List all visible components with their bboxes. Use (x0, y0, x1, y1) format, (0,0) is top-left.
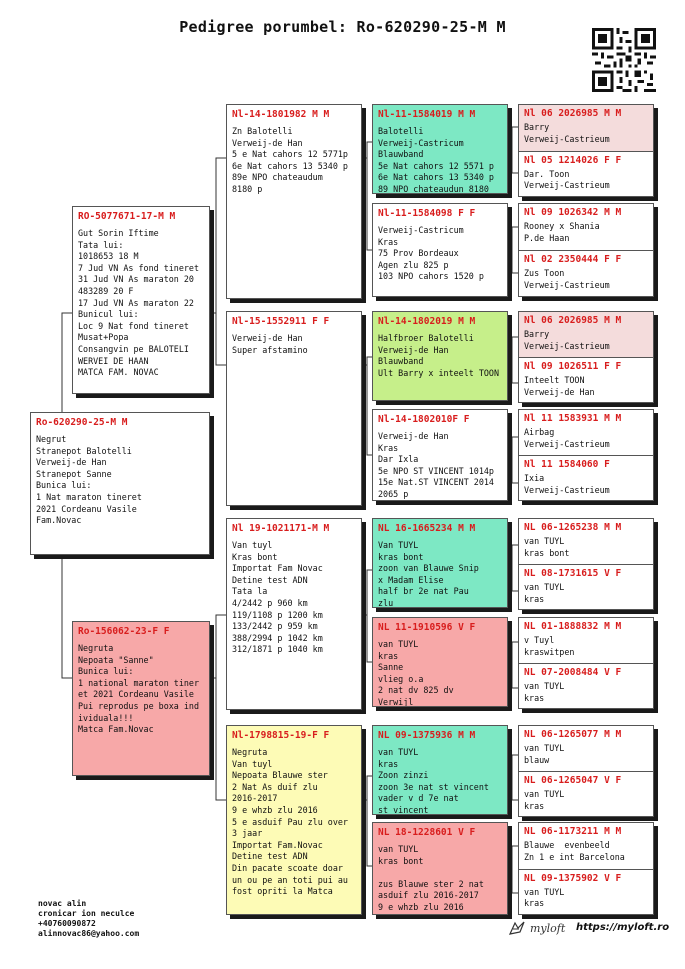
gen5-entry (519, 204, 653, 250)
gen5-pair-7 (518, 725, 654, 817)
owner-email: alinnovac86@yahoo.com (38, 929, 140, 938)
gen4-text: Verweij-de Han Kras Dar Ixla 5e NPO ST VINCENT 1014p 15e Nat.ST VINCENT 2014 2065 p (378, 431, 494, 499)
qr-code-icon (592, 28, 656, 92)
gen4-text: van TUYL kras Zoon zinzi zoon 3e nat st vincent vader v d 7e nat st vincent (378, 747, 489, 815)
owner-address: cronicar ion neculce (38, 909, 135, 918)
gen5-ring: NL 06-1265238 M M (524, 522, 622, 533)
gen5-text: Barry Verweij-Castrieum (524, 122, 610, 144)
gen5-entry (519, 105, 653, 151)
gen5-entry (519, 519, 653, 564)
subject-card (30, 412, 210, 555)
gen4-ring: NL 11-1910596 V F (378, 622, 476, 633)
myloft-logo (508, 920, 565, 936)
gen4-text: Verweij-Castricum Kras 75 Prov Bordeaux Agen zlu 825 p 103 NPO cahors 1520 p (378, 225, 484, 282)
page-title: Pedigree porumbel: Ro-620290-25-M M (179, 18, 506, 36)
gen5-pair-5 (518, 518, 654, 610)
gen5-pair-6 (518, 617, 654, 709)
gen5-text: van TUYL kras (524, 681, 565, 703)
gen4-card-4 (372, 409, 508, 501)
gen4-card-1 (372, 104, 508, 194)
gen5-pair-3 (518, 311, 654, 403)
gen3-text: Van tuyl Kras bont Importat Fam Novac Detine test ADN Tata la 4/2442 p 960 km 119/1108 p 1200 km 133/2442 p 959 km 388/2994 p 1042 km 312/1871 p 1040 km (232, 540, 323, 655)
gen5-ring: Nl 11 1584060 F (524, 459, 610, 470)
gen5-pair-1 (518, 104, 654, 197)
gen4-ring: NL 18-1228601 V F (378, 827, 476, 838)
gen4-ring: NL 09-1375936 M M (378, 730, 476, 741)
sire-text: Gut Sorin Iftime Tata lui: 1018653 18 M 7 Jud VN As fond tineret 31 Jud VN As maraton 20 483289 20 F 17 Jud VN As maraton 22 Bunicul lui: Loc 9 Nat fond tineret Musat+Popa Consangvin pe BALOTELI WERVEI DE HAAN MATCA FAM. NOVAC (78, 228, 200, 378)
gen5-entry (519, 618, 653, 663)
gen4-card-3 (372, 311, 508, 401)
owner-phone: +40760090872 (38, 919, 96, 928)
gen4-text: Halfbroer Balotelli Verweij-de Han Blauwband Ult Barry x inteelt TOON (378, 333, 500, 378)
dam-ring: Ro-156062-23-F F (78, 626, 170, 637)
gen5-entry (519, 312, 653, 357)
gen5-text: van TUYL kras (524, 582, 565, 604)
gen5-text: van TUYL kras bont (524, 536, 570, 558)
site-link[interactable]: https://myloft.ro (576, 922, 670, 933)
gen5-ring: NL 07-2008484 V F (524, 667, 622, 678)
gen5-ring: NL 09-1375902 V F (524, 872, 622, 884)
gen5-entry (519, 410, 653, 455)
gen5-entry (519, 823, 653, 869)
gen5-text: Dar. Toon Verweij-Castrieum (524, 168, 610, 191)
gen4-ring: NL 16-1665234 M M (378, 523, 476, 534)
gen3-text: Verweij-de Han Super afstamino (232, 333, 308, 355)
gen5-entry (519, 771, 653, 816)
gen3-card-4 (226, 725, 362, 915)
gen5-entry (519, 455, 653, 500)
gen3-card-3 (226, 518, 362, 710)
gen5-ring: NL 08-1731615 V F (524, 568, 622, 579)
gen5-text: Blauwe evenbeeld Zn 1 e int Barcelona (524, 840, 625, 862)
gen5-ring: Nl 05 1214026 F F (524, 154, 622, 166)
gen5-text: van TUYL kras (524, 789, 565, 811)
gen5-entry (519, 869, 653, 915)
gen5-entry (519, 250, 653, 296)
gen5-ring: NL 01-1888832 M M (524, 621, 622, 632)
gen5-ring: Nl 06 2026985 M M (524, 315, 622, 326)
gen3-ring: Nl 19-1021171-M M (232, 523, 330, 534)
gen4-ring: Nl-11-1584098 F F (378, 208, 476, 219)
pigeon-icon (508, 920, 526, 936)
gen4-card-8 (372, 822, 508, 915)
gen4-text: Van TUYL kras bont zoon van Blauwe Snip x Madam Elise half br 2e nat Pau zlu (378, 540, 479, 608)
gen5-text: Rooney x Shania P.de Haan (524, 221, 600, 243)
sire-ring: RO-5077671-17-M M (78, 211, 176, 222)
gen5-ring: Nl 09 1026511 F F (524, 361, 622, 372)
gen5-text: Ixia Verweij-Castrieum (524, 473, 610, 495)
gen5-ring: Nl 06 2026985 M M (524, 108, 622, 119)
gen5-text: Inteelt TOON Verweij-de Han (524, 375, 595, 397)
gen3-ring: Nl-14-1801982 M M (232, 109, 330, 120)
gen4-ring: Nl-14-1802010F F (378, 414, 470, 425)
gen5-text: Airbag Verweij-Castrieum (524, 427, 610, 449)
gen5-text: van TUYL blauw (524, 743, 565, 765)
gen5-entry (519, 151, 653, 197)
subject-ring: Ro-620290-25-M M (36, 417, 128, 428)
gen5-entry (519, 663, 653, 708)
owner-contact (38, 899, 139, 939)
gen5-pair-4 (518, 409, 654, 501)
gen3-ring: Nl-1798815-19-F F (232, 730, 330, 741)
gen5-entry (519, 726, 653, 771)
gen4-ring: Nl-11-1584019 M M (378, 109, 476, 120)
gen5-ring: Nl 09 1026342 M M (524, 207, 622, 218)
gen3-text: Zn Balotelli Verweij-de Han 5 e Nat cahors 12 5771p 6e Nat cahors 13 5340 p 89e NPO chateaudum 8180 p (232, 126, 348, 194)
gen5-entry (519, 564, 653, 609)
gen3-ring: Nl-15-1552911 F F (232, 316, 330, 327)
dam-card (72, 621, 210, 776)
gen5-entry (519, 357, 653, 402)
gen5-ring: Nl 11 1583931 M M (524, 413, 622, 424)
sire-card (72, 206, 210, 394)
gen3-card-2 (226, 311, 362, 506)
gen4-ring: Nl-14-1802019 M M (378, 316, 476, 327)
gen4-card-6 (372, 617, 508, 707)
gen5-text: van TUYL kras (524, 886, 565, 909)
gen4-card-2 (372, 203, 508, 297)
gen5-pair-8 (518, 822, 654, 915)
gen5-ring: NL 06-1265047 V F (524, 775, 622, 786)
dam-text: Negruta Nepoata "Sanne" Bunica lui: 1 national maraton tiner et 2021 Cordeanu Vasile Pui reprodus pe boxa ind ividuala!!! Matca Fam.Novac (78, 643, 200, 735)
gen5-ring: NL 06-1173211 M M (524, 826, 622, 837)
gen4-text: van TUYL kras bont zus Blauwe ster 2 nat asduif zlu 2016-2017 9 e whzb zlu 2016 (378, 844, 484, 912)
gen3-text: Negruta Van tuyl Nepoata Blauwe ster 2 Nat As duif zlu 2016-2017 9 e whzb zlu 2016 5 e asduif Pau zlu over 3 jaar Importat Fam.Novac Detine test ADN Din pacate scoate doar un ou pe an toti pui au fost opriti la Matca (232, 747, 348, 897)
gen4-card-5 (372, 518, 508, 608)
gen5-text: v Tuyl kraswitpen (524, 635, 575, 657)
gen5-ring: NL 06-1265077 M M (524, 729, 622, 740)
gen5-ring: Nl 02 2350444 F F (524, 254, 622, 265)
logo-text: myloft (530, 921, 566, 935)
gen5-text: Zus Toon Verweij-Castrieum (524, 268, 610, 290)
gen4-card-7 (372, 725, 508, 815)
owner-name: novac alin (38, 899, 87, 908)
gen4-text: van TUYL kras Sanne vlieg o.a 2 nat dv 825 dv Verwijl (378, 639, 454, 707)
subject-text: Negrut Stranepot Balotelli Verweij-de Han Stranepot Sanne Bunica lui: 1 Nat maraton tineret 2021 Cordeanu Vasile Fam.Novac (36, 434, 142, 526)
gen3-card-1 (226, 104, 362, 299)
gen5-text: Barry Verweij-Castrieum (524, 329, 610, 351)
gen5-pair-2 (518, 203, 654, 297)
gen4-text: Balotelli Verweij-Castricum Blauwband 5e Nat cahors 12 5571 p 6e Nat cahors 13 5340 p 89 NPO chateaudun 8180 (378, 126, 494, 194)
